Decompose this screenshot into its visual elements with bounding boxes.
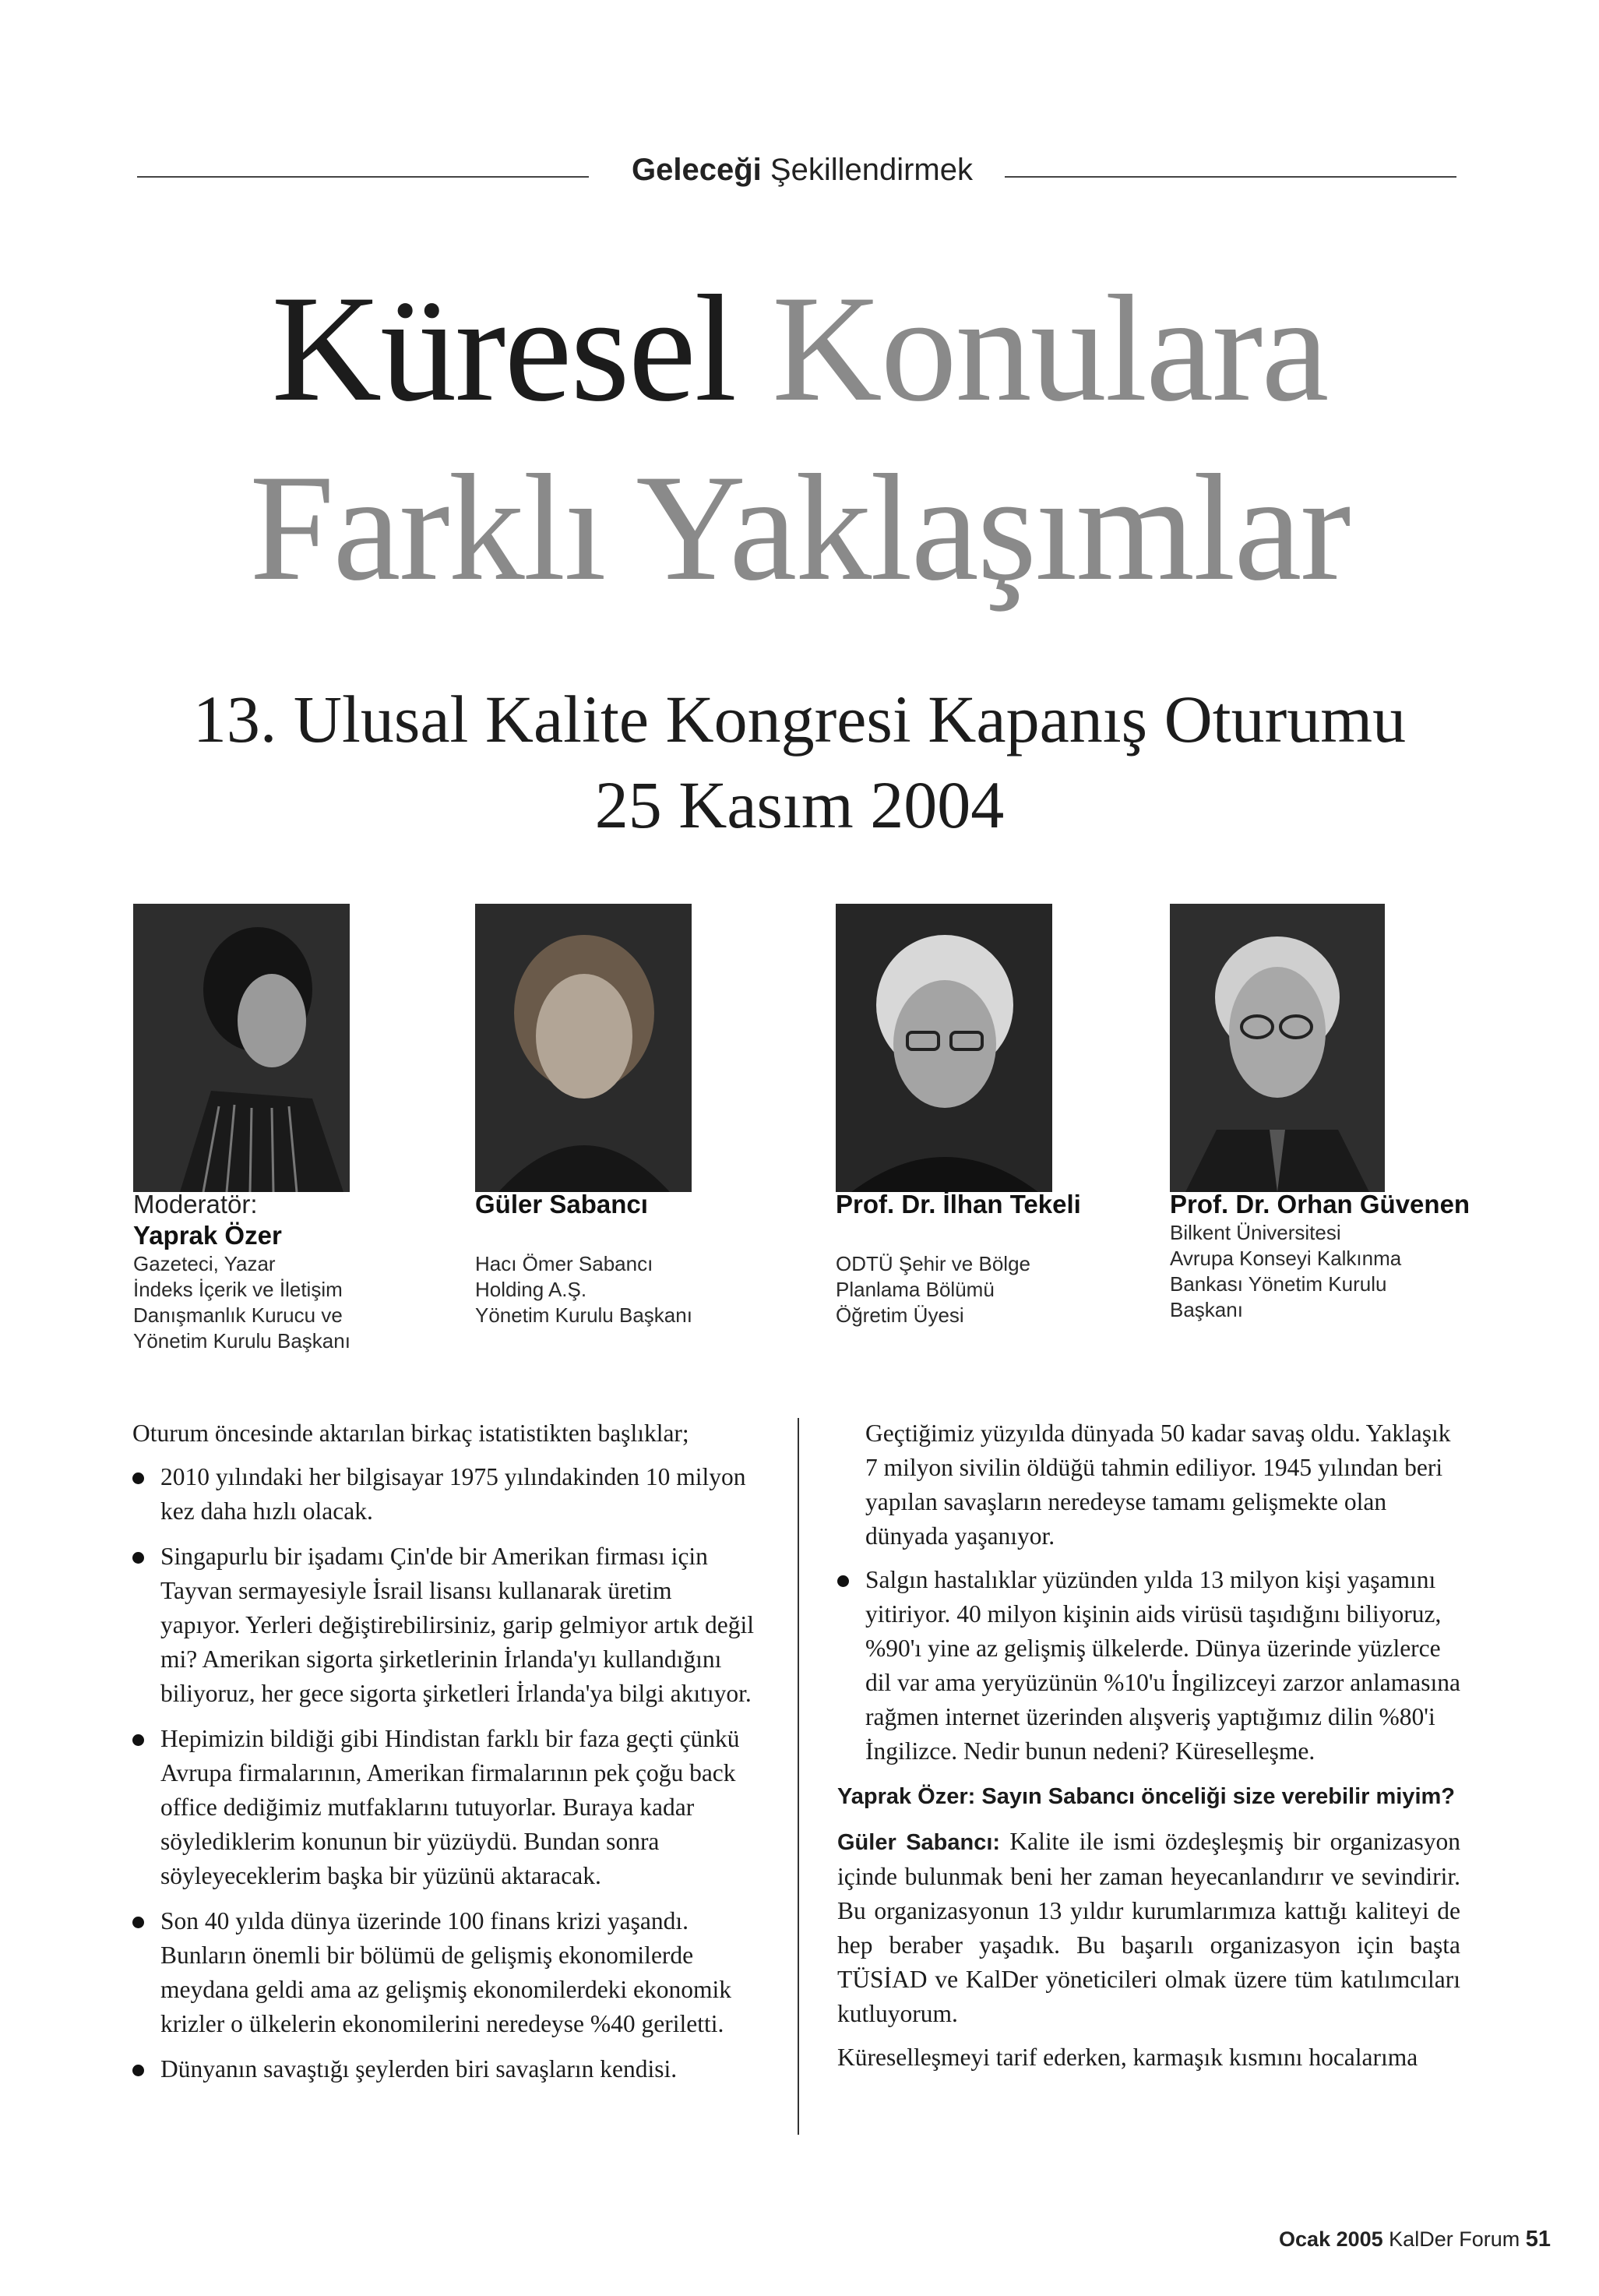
caption-line: Gazeteci, Yazar [133,1252,276,1275]
caption-name: Yaprak Özer [133,1221,282,1250]
caption-name: Prof. Dr. Orhan Güvenen [1170,1190,1470,1219]
caption-line: Planlama Bölümü [836,1278,995,1301]
bullet-text: 2010 yılındaki her bilgisayar 1975 yılındakinden 10 milyon kez daha hızlı olacak. [160,1463,746,1525]
title-line-1 [0,264,1599,433]
caption-line: Öğretim Üyesi [836,1303,964,1327]
bullet-dot-icon [837,1575,849,1587]
moderator-portrait [133,904,350,1192]
header-rule-left [137,176,589,178]
answer-speaker: Güler Sabancı: [837,1830,1001,1855]
footer-magazine: KalDer Forum [1389,2227,1520,2251]
bullet-dot-icon [132,1472,144,1484]
caption-spacer [836,1220,1101,1251]
question-heading: Yaprak Özer: Sayın Sabancı önceliği size verebilir miyim? [837,1784,1455,1809]
bullet-item [837,1563,1460,1769]
intro-paragraph: Oturum öncesinde aktarılan birkaç istatistikten başlıklar; [132,1420,689,1447]
caption-line: Holding A.Ş. [475,1278,587,1301]
caption-line: Bilkent Üniversitesi [1170,1221,1341,1244]
ilhan-tekeli-portrait [836,904,1052,1192]
bullet-text: Singapurlu bir işadamı Çin'de bir Amerikan firması için Tayvan sermayesiyle İsrail lisansı kullanarak üretim yapıyor. Yerleri değiştirebilirsiniz, garip gelmiyor artık değil mi? Amerikan sigorta şirketlerinin İrlanda'yı kullandığını biliyoruz, her gece sigorta şirketleri İrlanda'ya bilgi akıtıyor. [160,1543,754,1707]
bullet-item [132,1722,755,1893]
section-title [615,153,989,188]
bullet-text: Son 40 yılda dünya üzerinde 100 finans krizi yaşandı. Bunların önemli bir bölümü de gelişmiş ekonomilerde meydana geldi ama az gelişmiş ekonomilerdeki ekonomik krizler o ülkelerin ekonomilerini neredeyse %40 geriletti. [160,1907,732,2037]
section-title-light: Şekillendirmek [770,153,973,187]
bullet-text: Dünyanın savaştığı şeylerden biri savaşların kendisi. [160,2055,678,2083]
bullet-text: Salgın hastalıklar yüzünden yılda 13 milyon kişi yaşamını yitiriyor. 40 milyon kişinin aids virüsü taşıdığını biliyoruz, %90'ı yine az gelişmiş ülkelerde. Dünya üzerinde yüzlerce dil var ama yeryüzünün %10'u İngilizceyi zarzor anlamasına rağmen internet üzerinden alışveriş yaptığımız dilin %80'i İngilizce. Nedir bunun nedeni? Küreselleşme. [865,1566,1460,1765]
title-word-gray: Konulara [772,264,1328,433]
bullet-item [132,2052,755,2086]
subtitle-date: 25 Kasım 2004 [594,767,1005,842]
title-word-dark: Küresel [271,264,736,433]
caption-name: Güler Sabancı [475,1190,648,1219]
caption-guler-sabanci [475,1189,732,1328]
bullet-dot-icon [132,2065,144,2076]
caption-line: İndeks İçerik ve İletişim [133,1278,343,1301]
caption-orhan-guvenen [1170,1189,1497,1323]
caption-moderator [133,1189,382,1354]
bullet-dot-icon [132,1917,144,1928]
header-rule-right [1005,176,1456,178]
subtitle-event: 13. Ulusal Kalite Kongresi Kapanış Oturumu [192,682,1407,757]
answer-paragraph [837,1825,1460,2031]
right-column [837,1416,1460,2084]
caption-line: Bankası Yönetim Kurulu [1170,1272,1387,1296]
left-column [132,1416,755,2097]
guler-sabanci-portrait [475,904,692,1192]
bullet-dot-icon [132,1552,144,1564]
section-title-bold: Geleceği [632,153,762,187]
page-number: 51 [1525,2227,1551,2252]
caption-line: Yönetim Kurulu Başkanı [133,1329,350,1353]
bullet-text: Hepimizin bildiği gibi Hindistan farklı bir faza geçti çünkü Avrupa firmalarının, Amerikan firmalarının pek çoğu back office dediğimiz mutfaklarını tutuyorlar. Buraya kadar söylediklerim konunun bir yüzüydü. Bundan sonra söyleyeceklerim başka bir yüzünü aktaracak. [160,1725,740,1889]
caption-line: Başkanı [1170,1298,1243,1321]
answer-text: Kalite ile ismi özdeşleşmiş bir organizasyon içinde bulunmak beni her zaman heyecanlandırır ve sevindirir. Bu organizasyonun 13 yıldır kurumlarımıza kattığı kaliteyi de hep beraber yaşadık. Bu başarılı organizasyon için başta TÜSİAD ve KalDer yöneticileri olmak üzere tüm katılımcıları kutluyorum. [837,1828,1461,2027]
caption-line: Hacı Ömer Sabancı [475,1252,653,1275]
caption-line: ODTÜ Şehir ve Bölge [836,1252,1030,1275]
bullet-item [132,1539,755,1711]
orhan-guvenen-portrait [1170,904,1385,1192]
page-footer [1279,2227,1551,2252]
caption-line: Yönetim Kurulu Başkanı [475,1303,692,1327]
caption-line: Danışmanlık Kurucu ve [133,1303,343,1327]
caption-line: Avrupa Konseyi Kalkınma [1170,1247,1402,1270]
closing-line: Küreselleşmeyi tarif ederken, karmaşık kısmını hocalarıma [837,2044,1418,2071]
caption-name: Prof. Dr. İlhan Tekeli [836,1190,1081,1219]
bullet-item [132,1460,755,1529]
title-line-2: Farklı Yaklaşımlar [249,443,1350,612]
caption-lead: Moderatör: [133,1190,258,1219]
caption-ilhan-tekeli [836,1189,1101,1328]
bullet-item [132,1904,755,2041]
caption-spacer [475,1220,732,1251]
footer-issue: Ocak 2005 [1279,2227,1383,2251]
bullet-dot-icon [132,1734,144,1746]
continuation-paragraph: Geçtiğimiz yüzyılda dünyada 50 kadar savaş oldu. Yaklaşık 7 milyon sivilin öldüğü tahmin ediliyor. 1945 yılından beri yapılan savaşların neredeyse tamamı gelişmekte olan dünyada yaşanıyor. [865,1420,1451,1550]
column-divider [798,1418,799,2135]
